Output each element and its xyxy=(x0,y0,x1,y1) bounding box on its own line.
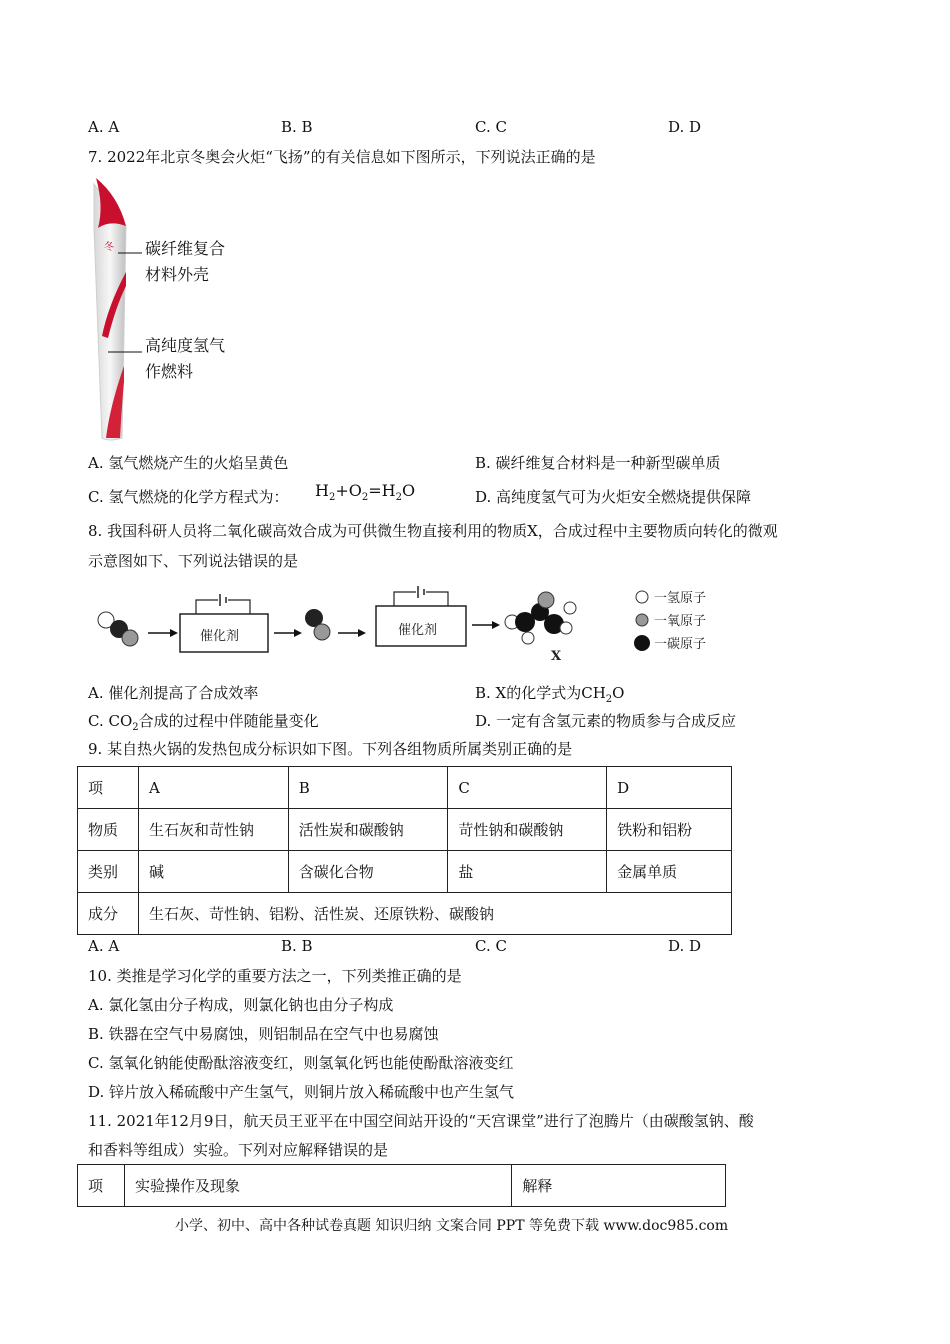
q9-option-c: C. C xyxy=(475,937,507,955)
q8-stem-line2: 示意图如下、下列说法错误的是 xyxy=(88,552,299,570)
q10-stem: 10. 类推是学习化学的重要方法之一，下列类推正确的是 xyxy=(88,967,462,985)
q8-option-d: D. 一定有含氢元素的物质参与合成反应 xyxy=(475,712,737,730)
co-molecule-icon xyxy=(305,609,330,640)
hydrogen-combustion-equation: $H_2+O_2=H_2O$ xyxy=(315,481,416,504)
table-row: 类别 碱 含碳化合物 盐 金属单质 xyxy=(78,851,732,893)
page-footer: 小学、初中、高中各种试卷真题 知识归纳 文案合同 PPT 等免费下载 www.doc985.com xyxy=(175,1218,729,1234)
q11-table xyxy=(77,1164,726,1207)
q9-stem: 9. 某自热火锅的发热包成分标识如下图。下列各组物质所属类别正确的是 xyxy=(88,740,573,758)
q8-option-c: C. $CO_2$合成的过程中伴随能量变化 xyxy=(88,712,319,733)
catalyst-label-1: 催化剂 xyxy=(200,629,240,644)
q7-option-b: B. 碳纤维复合材料是一种新型碳单质 xyxy=(475,454,721,472)
q7-option-a: A. 氢气燃烧产生的火焰呈黄色 xyxy=(88,454,289,472)
product-x-label: X xyxy=(551,649,562,664)
svg-text:一氧原子: 一氧原子 xyxy=(654,614,707,629)
q8-option-a: A. 催化剂提高了合成效率 xyxy=(88,684,259,702)
arrow-icon xyxy=(148,629,178,637)
q9-option-b: B. B xyxy=(281,937,313,955)
q10-option-b: B. 铁器在空气中易腐蚀，则铝制品在空气中也易腐蚀 xyxy=(88,1025,439,1043)
torch-image xyxy=(88,176,248,444)
svg-text:一碳原子: 一碳原子 xyxy=(654,637,707,652)
catalyst-label-2: 催化剂 xyxy=(398,623,438,638)
q11-stem-line2: 和香料等组成）实验。下列对应解释错误的是 xyxy=(88,1141,389,1159)
table-row: 项 实验操作及现象 解释 xyxy=(78,1165,726,1207)
arrow-icon xyxy=(274,629,302,637)
q6-option-a: A. A xyxy=(88,118,120,136)
torch-label-fuel: 高纯度氢气 作燃料 xyxy=(145,336,226,381)
q8-option-b: B. X的化学式为$CH_2O$ xyxy=(475,684,625,705)
q10-option-a: A. 氯化氢由分子构成，则氯化钠也由分子构成 xyxy=(88,996,394,1014)
q6-option-c: C. C xyxy=(475,118,507,136)
q6-option-b: B. B xyxy=(281,118,313,136)
q10-option-c: C. 氢氧化钠能使酚酞溶液变红，则氢氧化钙也能使酚酞溶液变红 xyxy=(88,1054,514,1072)
q11-stem-line1: 11. 2021年12月9日，航天员王亚平在中国空间站开设的“天宫课堂”进行了泡腾片（由碳酸氢钠、酸 xyxy=(88,1112,754,1130)
q9-option-a: A. A xyxy=(88,937,120,955)
atom-legend xyxy=(634,591,706,652)
table-row: 成分 生石灰、苛性钠、铝粉、活性炭、还原铁粉、碳酸钠 xyxy=(78,893,732,935)
q7-option-c: C. 氢气燃烧的化学方程式为： xyxy=(88,488,289,506)
q8-stem-line1: 8. 我国科研人员将二氧化碳高效合成为可供微生物直接利用的物质X，合成过程中主要物质向转化的微观 xyxy=(88,522,778,540)
co2-molecule-icon xyxy=(98,612,138,646)
q9-option-d: D. D xyxy=(668,937,702,955)
arrow-icon xyxy=(338,629,366,637)
table-row: 物质 生石灰和苛性钠 活性炭和碳酸钠 苛性钠和碳酸钠 铁粉和铝粉 xyxy=(78,809,732,851)
oxygen-atom-icon xyxy=(636,614,648,626)
q7-stem: 7. 2022年北京冬奥会火炬“飞扬”的有关信息如下图所示，下列说法正确的是 xyxy=(88,148,596,166)
arrow-icon xyxy=(472,621,500,629)
torch-emblem-icon: 冬 xyxy=(104,242,114,253)
q9-table xyxy=(77,766,732,935)
co2-conversion-diagram xyxy=(88,580,738,670)
hydrogen-atom-icon xyxy=(636,591,648,603)
q7-option-d: D. 高纯度氢气可为火炬安全燃烧提供保障 xyxy=(475,488,752,506)
q10-option-d: D. 锌片放入稀硫酸中产生氢气，则铜片放入稀硫酸中也产生氢气 xyxy=(88,1083,515,1101)
q6-option-d: D. D xyxy=(668,118,702,136)
table-row: 项 A B C D xyxy=(78,767,732,809)
product-x-molecule-icon xyxy=(505,592,576,644)
torch-label-shell: 碳纤维复合 材料外壳 xyxy=(145,239,226,284)
svg-text:一氢原子: 一氢原子 xyxy=(654,591,707,606)
carbon-atom-icon xyxy=(634,635,650,651)
